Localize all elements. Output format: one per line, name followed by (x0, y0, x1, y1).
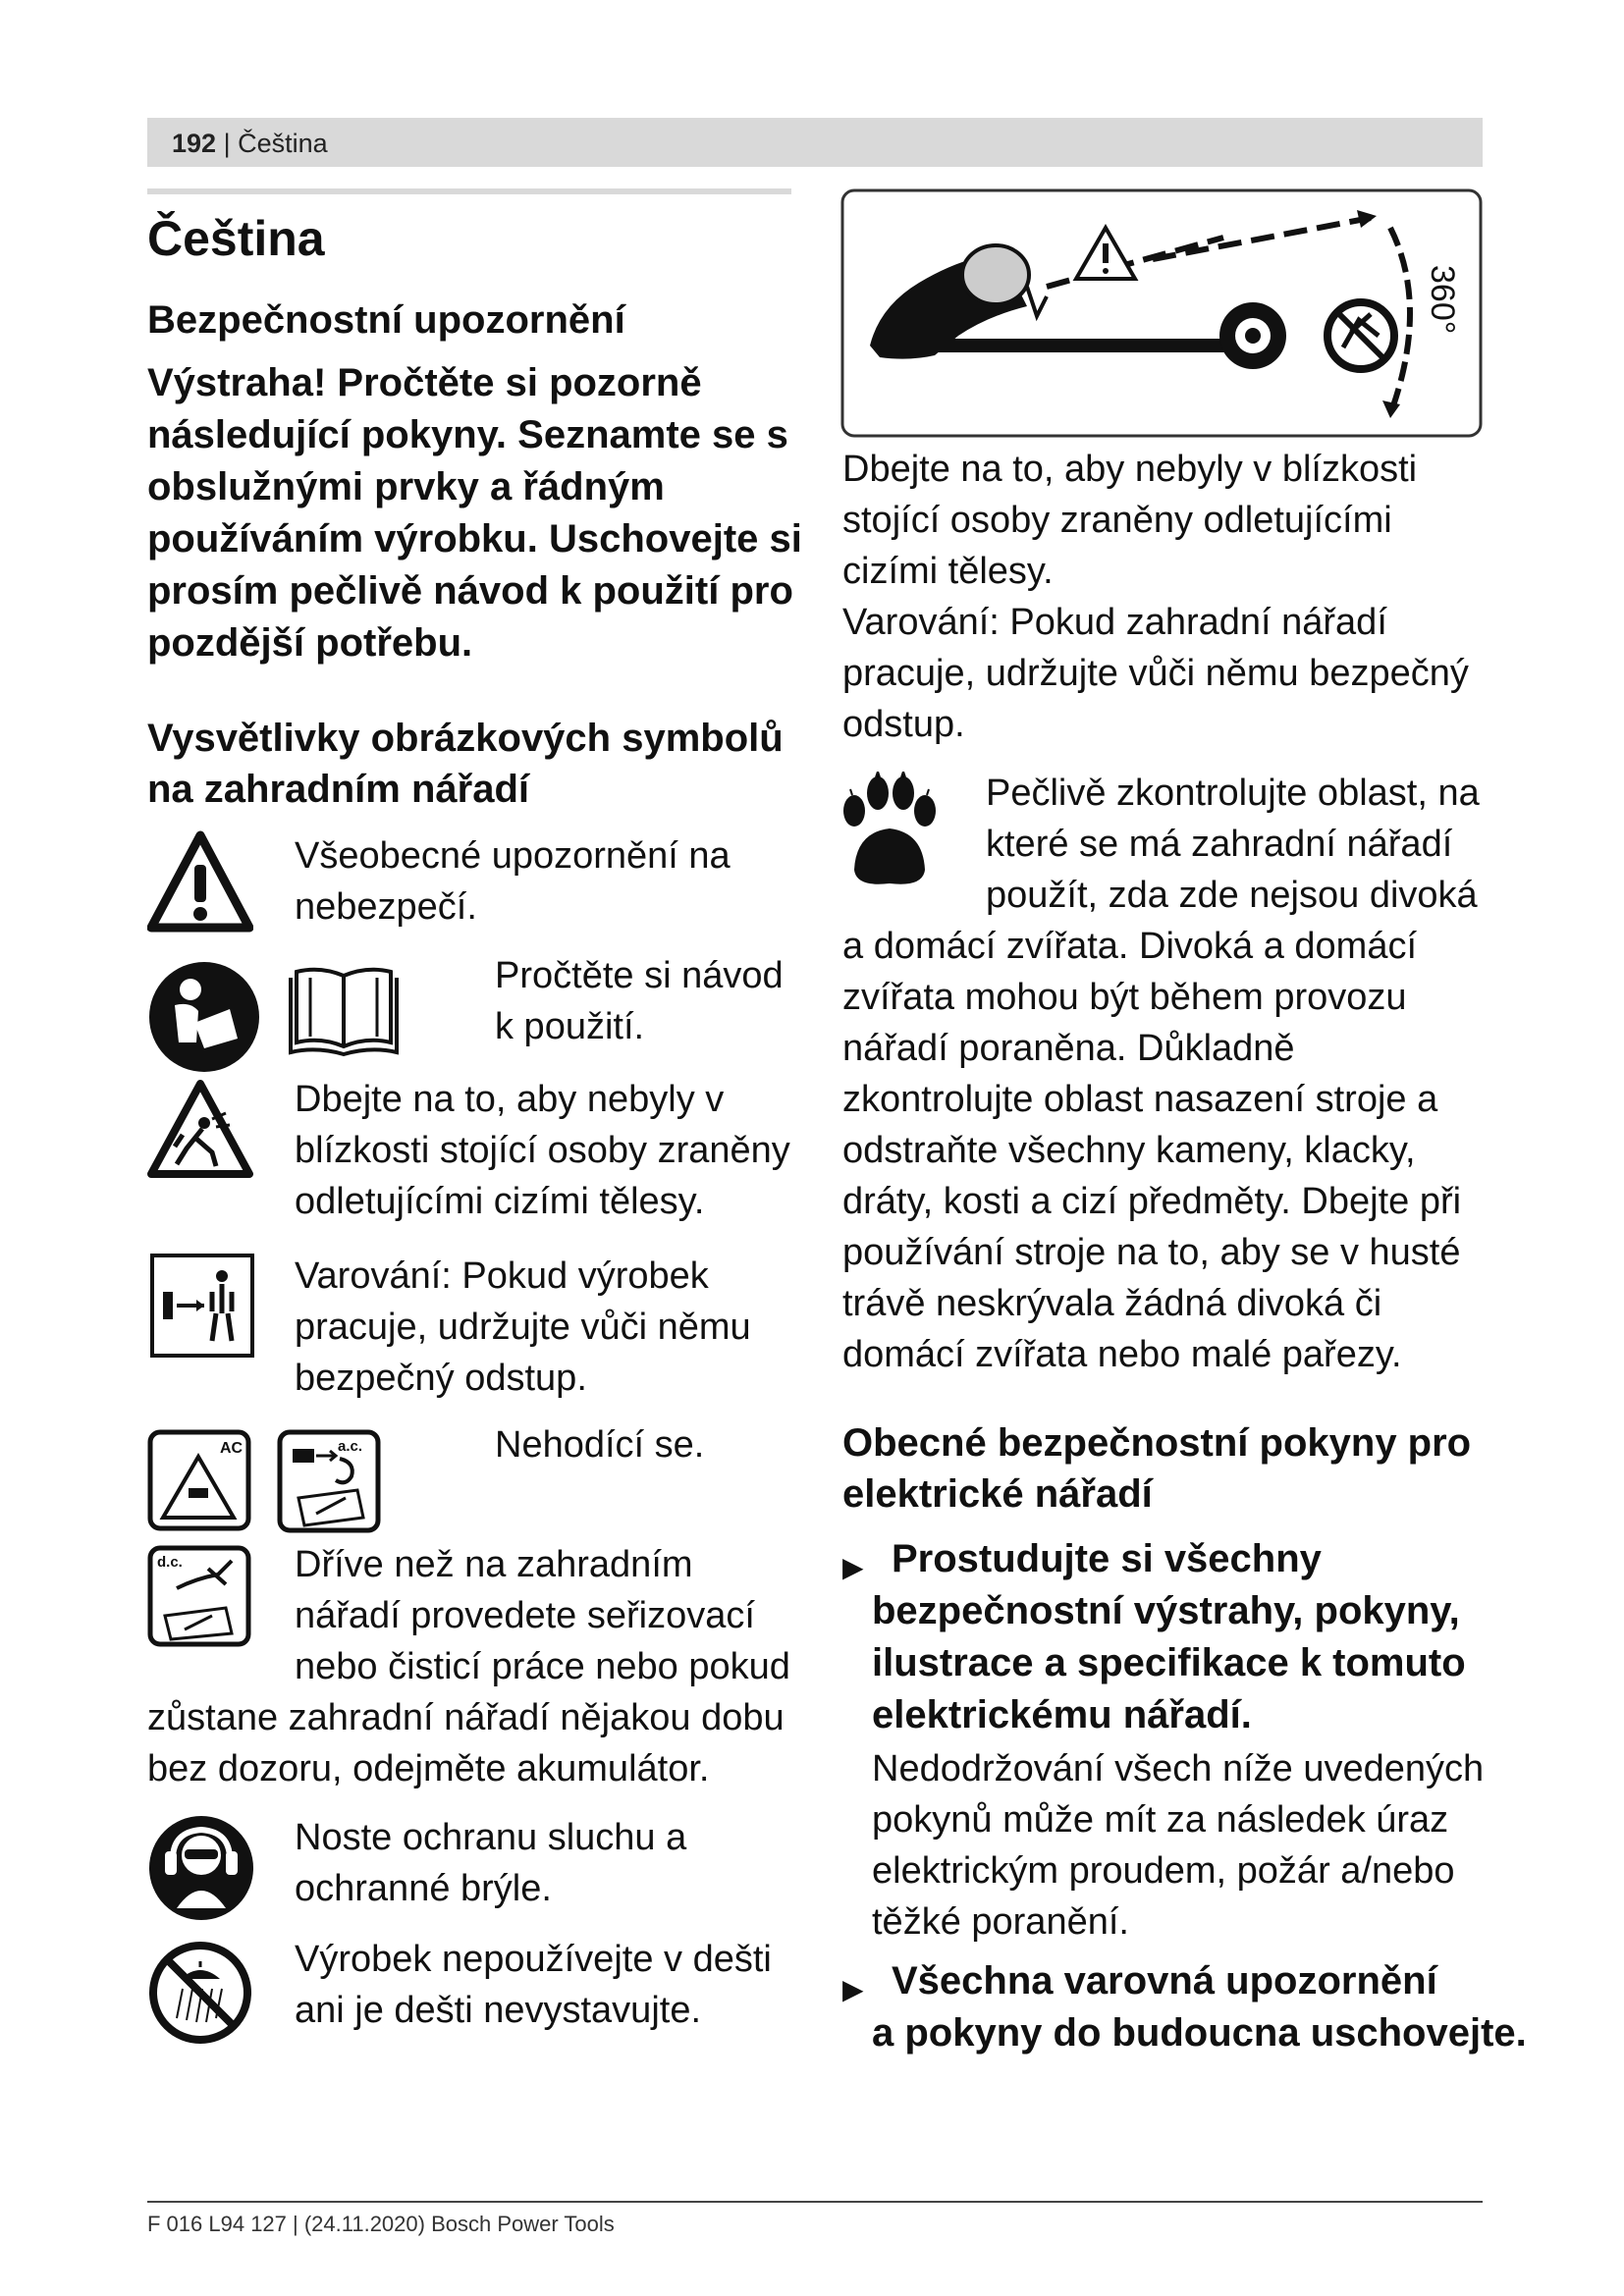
general-safety-heading: Obecné bezpečnostní pokyny pro elektrické nářadí (842, 1421, 1472, 1516)
ac-unplug-icon (277, 1429, 381, 1533)
footer: F 016 L94 127 | (24.11.2020) Bosch Power Tools (147, 2212, 615, 2236)
warning-triangle-icon (147, 829, 253, 935)
page-title: Čeština (147, 211, 325, 266)
bullet2-bold: Všechna varovná upozornění a pokyny do budoucna uschovejte. (872, 1959, 1527, 2055)
dc-remove-battery-icon (147, 1545, 251, 1647)
warning-line: následující pokyny. Seznamte se s (147, 413, 788, 456)
page-number: 192 (172, 129, 217, 158)
hearing-eye-protection-icon (147, 1814, 255, 1922)
section-rule (147, 188, 791, 194)
warning-line: prosím pečlivě návod k použití pro (147, 569, 793, 613)
bullet1-bold: Prostudujte si všechny bezpečnostní výstrahy, pokyny, ilustrace a specifikace k tomuto elektrickému nářadí. (872, 1537, 1466, 1736)
bullet1-text: Nedodržování všech níže uvedených pokynů může mít za následek úraz elektrickým proudem, požár a/nebo těžké poranění. (872, 1748, 1485, 1943)
thrown-objects-warning-icon (147, 1078, 253, 1182)
not-applicable-text: Nehodící se. (495, 1424, 705, 1466)
bystander-caption: Dbejte na to, aby nebyly v blízkosti stojící osoby zraněny odletujícími cizími tělesy. Varování: Pokud zahradní nářadí pracuje, udržujte vůči němu bezpečný odstup. (842, 449, 1469, 745)
warning-line: Výstraha! Pročtěte si pozorně (147, 361, 702, 404)
book-icon (287, 964, 401, 1058)
animals-text-a: Pečlivě zkontrolujte oblast, na které se má zahradní nářadí použít, zda zde nejsou divoká (986, 773, 1480, 916)
footer-rule (147, 2201, 1483, 2203)
rotation-label: 360° (1424, 265, 1461, 335)
no-rain-text: Výrobek nepoužívejte v dešti ani je dešti nevystavujte. (295, 1939, 772, 2031)
symbols-heading (147, 713, 784, 815)
bystanders-text: Dbejte na to, aby nebyly v blízkosti stojící osoby zraněny odletujícími cizími tělesy. (295, 1079, 790, 1222)
ac-small-label: a.c. (338, 1438, 363, 1455)
heading-line: na zahradním nářadí (147, 768, 529, 811)
general-warning-text: Všeobecné upozornění na nebezpečí. (295, 835, 731, 928)
animal-paw-icon (840, 772, 939, 893)
bullet-arrow-icon: ▶ (842, 1552, 864, 1582)
header-bar (147, 118, 1483, 167)
ac-warning-icon (147, 1429, 251, 1531)
bullet-arrow-icon: ▶ (842, 1974, 864, 2004)
header-language: Čeština (238, 129, 328, 158)
safety-warning (147, 357, 802, 669)
dc-small-label: d.c. (157, 1554, 183, 1571)
safe-distance-icon (149, 1253, 255, 1359)
safety-heading: Bezpečnostní upozornění (147, 298, 625, 342)
remove-battery-text-b: zůstane zahradní nářadí nějakou dobu bez dozoru, odejměte akumulátor. (147, 1697, 785, 1789)
bystander-zone-illustration (840, 188, 1483, 438)
page-header: 192 | Čeština (172, 129, 328, 158)
warning-line: pozdější potřebu. (147, 621, 473, 665)
no-rain-icon (147, 1940, 253, 2046)
read-manual-text: Pročtěte si návod k použití. (495, 955, 784, 1047)
hearing-eye-text: Noste ochranu sluchu a ochranné brýle. (295, 1817, 687, 1909)
animals-text-b: a domácí zvířata. Divoká a domácí zvířata mohou být během provozu nářadí poraněna. Důkladně zkontrolujte oblast nasazení stroje a odstraňte všechny kameny, klacky, dráty, kosti a cizí předměty. Dbejte při používání stroje na to, aby se v husté trávě neskrývala žádná divoká či domácí zvířata nebo malé pařezy. (842, 926, 1462, 1375)
heading-line: Vysvětlivky obrázkových symbolů (147, 717, 784, 760)
distance-text: Varování: Pokud výrobek pracuje, udržujte vůči němu bezpečný odstup. (295, 1255, 751, 1399)
warning-line: používáním výrobku. Uschovejte si (147, 517, 802, 561)
warning-line: obslužnými prvky a řádným (147, 465, 665, 508)
read-manual-icon (147, 960, 261, 1074)
remove-battery-text-a: Dříve než na zahradním nářadí provedete seřizovací nebo čisticí práce nebo pokud (295, 1544, 790, 1687)
ac-label: AC (220, 1440, 244, 1457)
